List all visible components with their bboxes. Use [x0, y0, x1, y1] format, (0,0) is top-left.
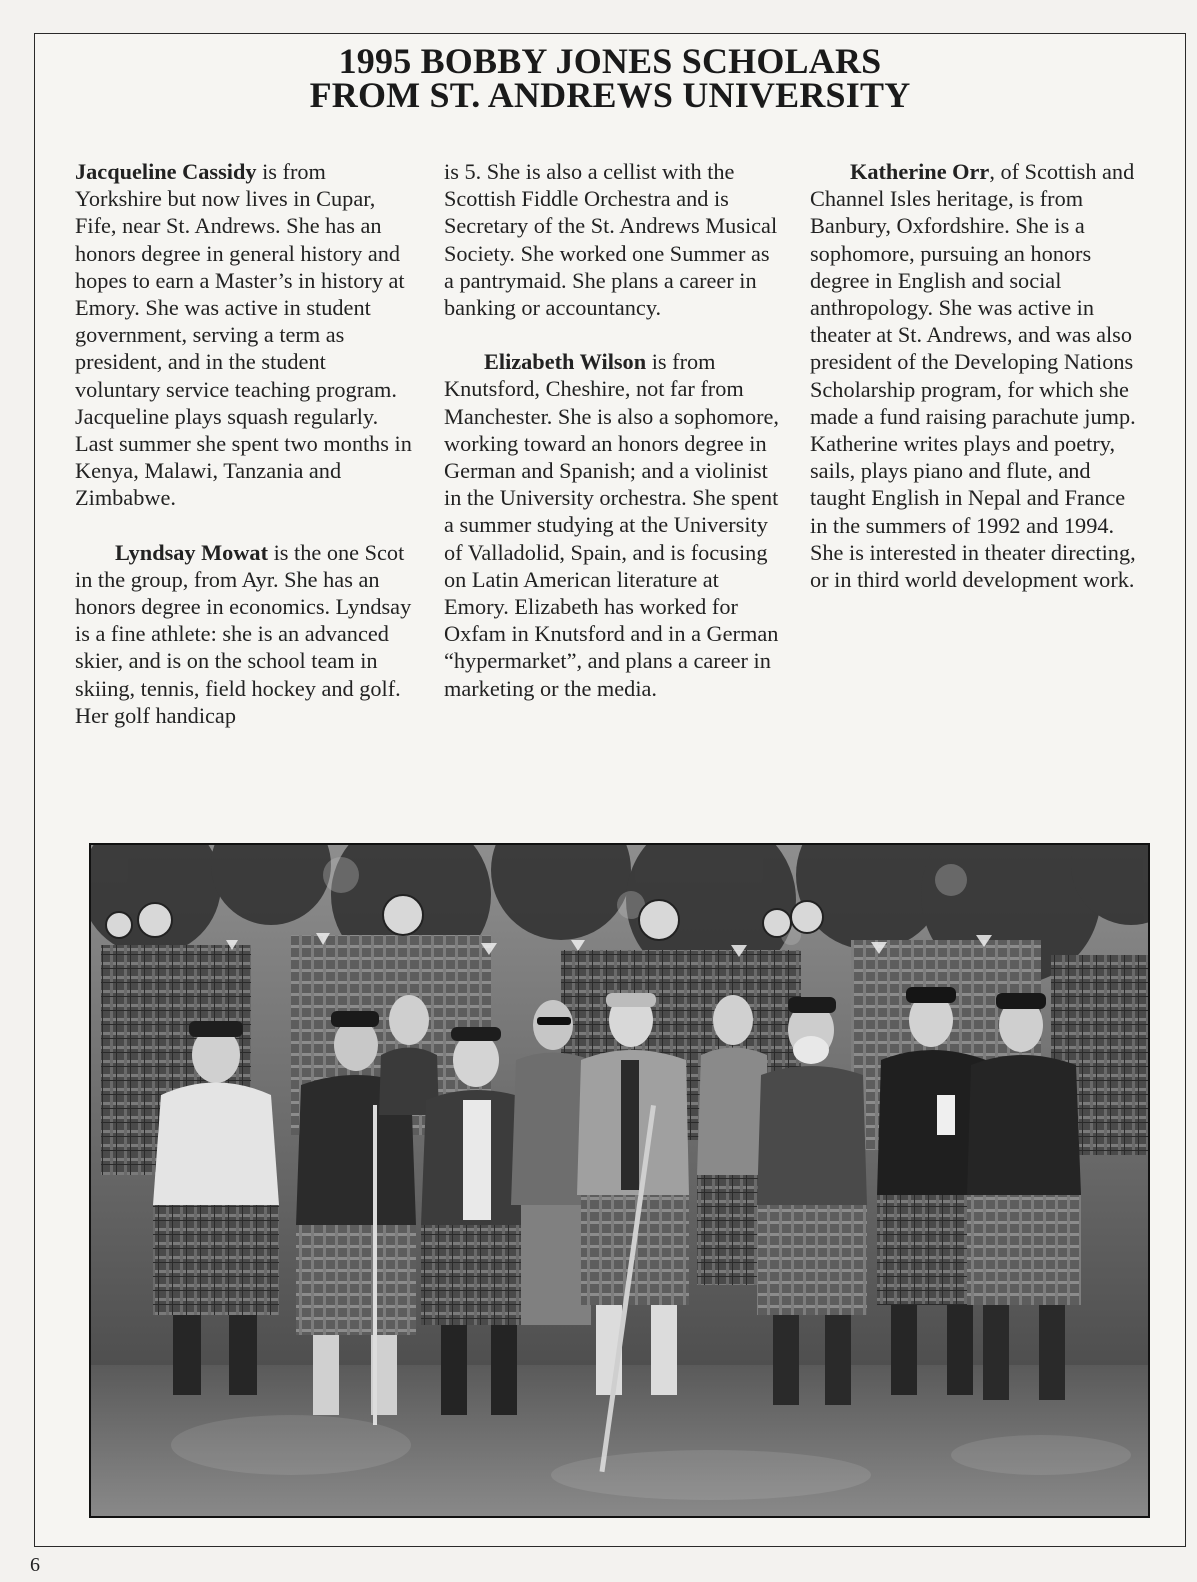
bio-lyndsay-mowat — [75, 539, 415, 729]
bio-jacqueline-cassidy — [75, 158, 415, 512]
scholar-name: Jacqueline Cassidy — [75, 159, 257, 184]
scholar-name: Lyndsay Mowat — [115, 539, 269, 565]
bio-text: is from Knutsford, Cheshire, not far from Manchester. She is also a sophomore, working toward an honors degree in German and Spanish; and a violinist in the University orchestra. She spent a summer studying at the University of Valladolid, Spain, and is focusing on Latin American literature at Emory. Elizabeth has worked for Oxfam in Knutsford and in a German “hypermarket”, and plans a career in marketing or the media. — [444, 349, 780, 701]
scholar-name: Katherine Orr — [850, 159, 990, 184]
bio-elizabeth-wilson — [444, 348, 784, 702]
column-1 — [75, 158, 415, 729]
bio-text: is the one Scot in the group, from Ayr. She has an honors degree in economics. Lyndsay is a fine athlete: she is an advanced skier, and is on the school team in skiing, tennis, field hockey and golf. Her golf handicap — [75, 539, 412, 728]
title-line-2: FROM ST. ANDREWS UNIVERSITY — [309, 75, 911, 115]
bio-text: is from Yorkshire but now lives in Cupar, Fife, near St. Andrews. She has an honors degree in general history and hopes to earn a Master’s in history at Emory. She was active in student government, serving a term as president, and in the student voluntary service teaching program. Jacqueline plays squash regularly. Last summer she spent two months in Kenya, Malawi, Tanzania and Zimbabwe. — [75, 159, 412, 511]
bio-text: , of Scottish and Channel Isles heritage, is from Banbury, Oxfordshire. She is a sophomore, pursuing an honors degree in English and social anthropology. She was active in theater at St. Andrews, and was also president of the Developing Nations Scholarship program, for which she made a fund raising parachute jump. Katherine writes plays and poetry, sails, plays piano and flute, and taught English in Nepal and France in the summers of 1992 and 1994. She is interested in theater directing, or in third world development work. — [810, 159, 1136, 593]
group-photo — [89, 843, 1150, 1518]
scholar-name: Elizabeth Wilson — [484, 349, 647, 375]
column-2 — [444, 158, 784, 702]
page-title — [34, 41, 1186, 115]
bio-lyndsay-mowat-continued — [444, 158, 784, 321]
page-number: 6 — [30, 1554, 40, 1576]
group-photo-image — [91, 845, 1150, 1518]
bio-text: is 5. She is also a cellist with the Scottish Fiddle Orchestra and is Secretary of the St. Andrews Musical Society. She worked one Summer as a pantrymaid. She plans a career in banking or accountancy. — [444, 159, 778, 321]
bio-katherine-orr — [810, 158, 1140, 593]
column-3 — [810, 158, 1140, 593]
title-line-1: 1995 BOBBY JONES SCHOLARS — [338, 41, 882, 81]
